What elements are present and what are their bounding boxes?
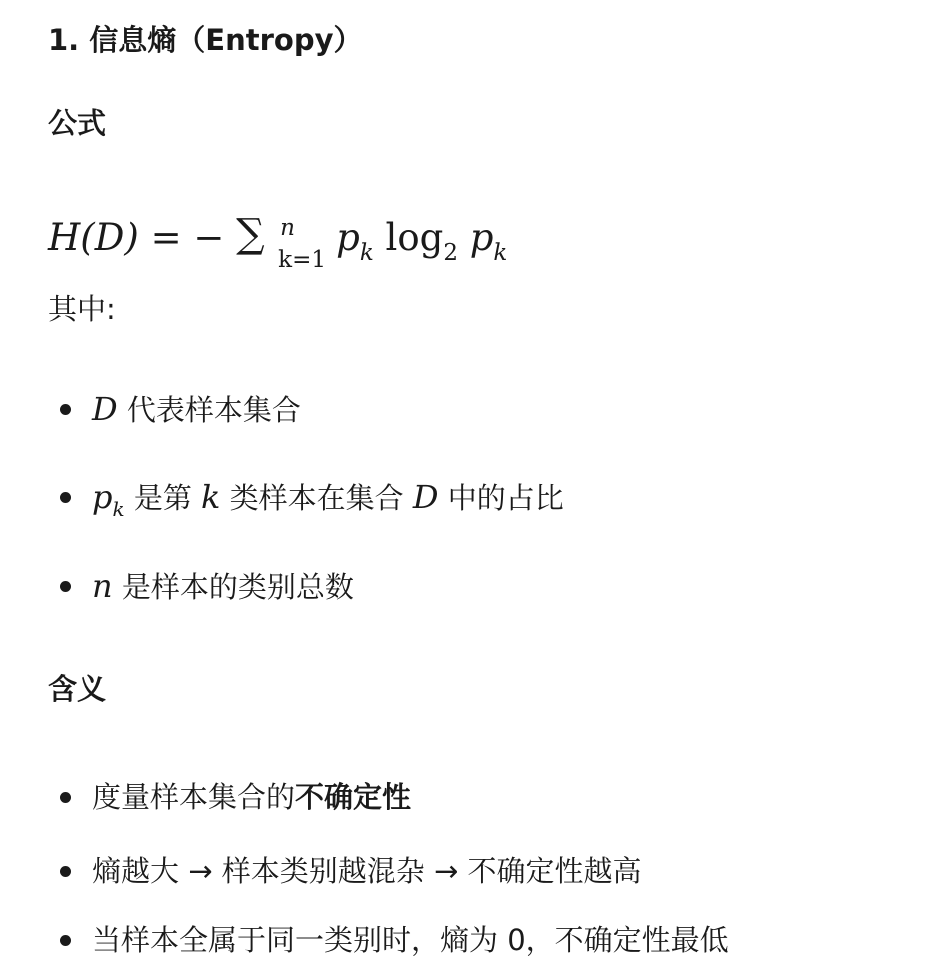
- bullet-icon: [60, 492, 71, 503]
- formula-lhs: H(D): [48, 216, 139, 259]
- formula-p2-sub: k: [493, 240, 508, 266]
- bullet-icon: [60, 866, 71, 877]
- list-item-text: 中的占比: [438, 481, 564, 515]
- summation-sign: ∑: [236, 211, 265, 257]
- list-item-text: 是样本的类别总数: [112, 570, 354, 604]
- section-heading: 1. 信息熵（Entropy）: [48, 23, 363, 57]
- list-item-text: 熵越大 → 样本类别越混杂 → 不确定性越高: [92, 854, 642, 888]
- formula-subheading: 公式: [48, 106, 107, 140]
- formula-log: log: [385, 216, 444, 259]
- entropy-formula: [48, 208, 508, 273]
- summation-lower: k=1: [278, 247, 326, 273]
- math-var: p: [92, 478, 113, 516]
- bullet-icon: [60, 581, 71, 592]
- math-sub: k: [112, 497, 125, 521]
- meaning-subheading: 含义: [48, 672, 107, 706]
- formula-p: p: [336, 216, 360, 259]
- bullet-icon: [60, 792, 71, 803]
- math-var: k: [201, 478, 221, 516]
- list-item-text: 当样本全属于同一类别时，熵为 0，不确定性最低: [92, 923, 729, 957]
- formula-minus: −: [193, 216, 225, 259]
- list-item-text: 是第: [124, 481, 202, 515]
- list-item-text: 类样本在集合: [220, 481, 413, 515]
- bullet-icon: [60, 935, 71, 946]
- formula-equals: =: [150, 216, 182, 259]
- formula-log-base: 2: [443, 240, 458, 266]
- list-item-text: 度量样本集合的: [92, 780, 296, 814]
- formula-p-sub: k: [359, 240, 374, 266]
- emphasis-text: 不确定性: [295, 780, 412, 814]
- list-item-text: 代表样本集合: [117, 393, 301, 427]
- math-var: D: [92, 390, 118, 428]
- formula-p2: p: [469, 216, 494, 259]
- math-var: n: [92, 567, 113, 605]
- where-label: 其中:: [48, 292, 116, 326]
- summation-upper: n: [280, 215, 295, 241]
- bullet-icon: [60, 404, 71, 415]
- formula-summation: [236, 208, 336, 273]
- math-var: D: [412, 478, 439, 516]
